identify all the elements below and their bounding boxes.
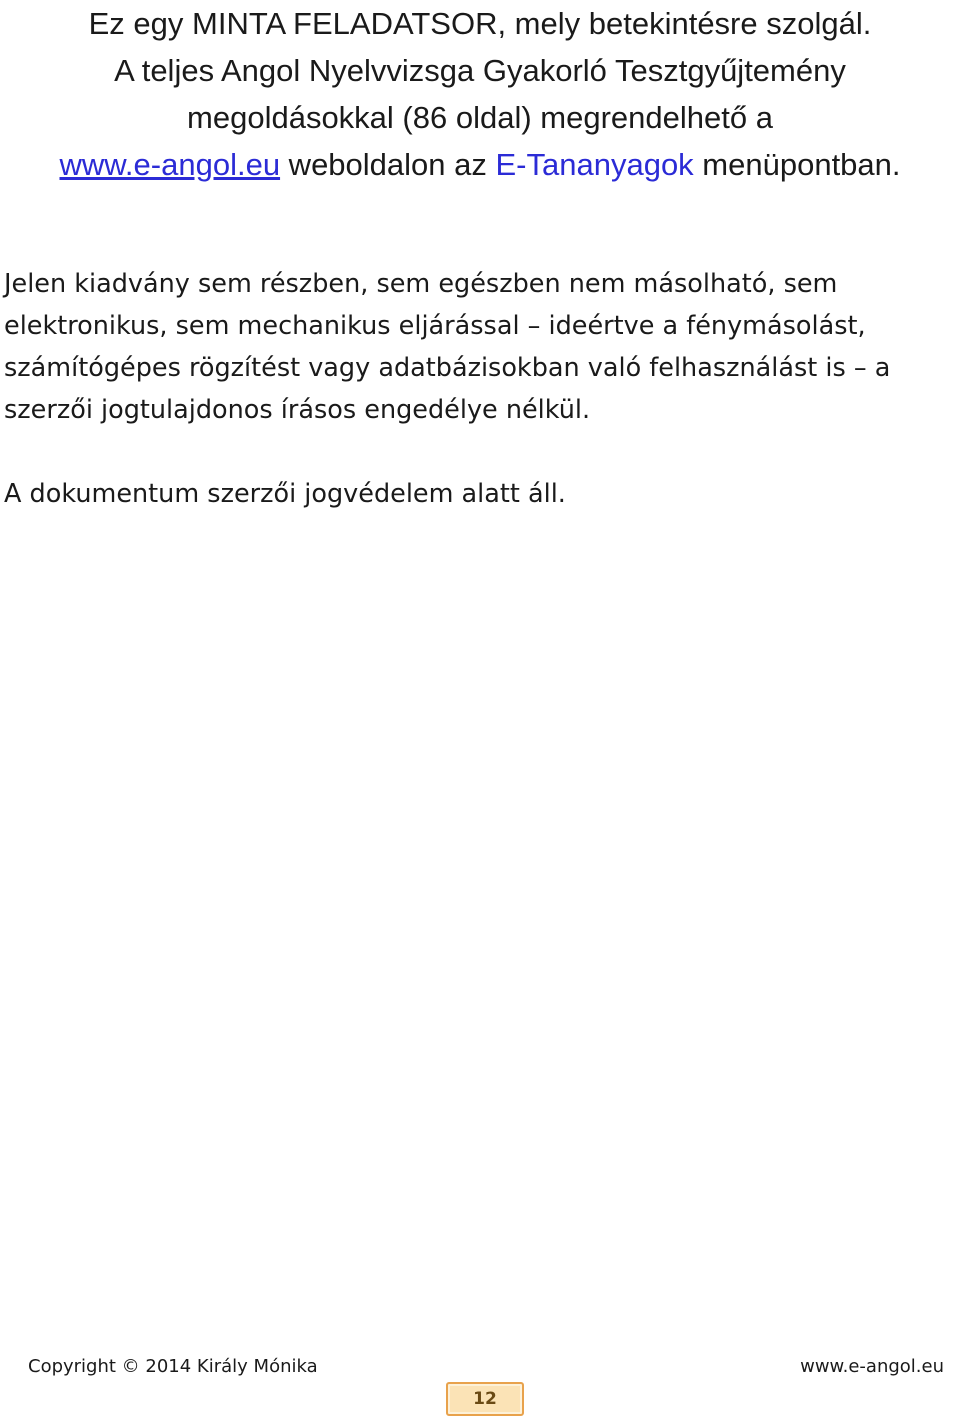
copyright-line-3: számítógépes rögzítést vagy adatbázisokban való felhasználást is – a [4,353,891,383]
notice-end-text: menüpontban. [693,147,901,182]
paragraph-spacer [4,431,956,473]
copyright-line-1: Jelen kiadvány sem részben, sem egészben nem másolható, sem [4,269,838,299]
copyright-paragraph [4,263,956,515]
copyright-line-4: szerzői jogtulajdonos írásos engedélye nélkül. [4,395,591,425]
notice-line-4 [0,141,960,188]
menu-link-e-tananyagok[interactable]: E-Tananyagok [495,147,694,182]
protection-statement: A dokumentum szerzői jogvédelem alatt áll. [4,479,566,509]
notice-line-1: Ez egy MINTA FELADATSOR, mely betekintésre szolgál. [88,6,872,41]
notice-line-3: megoldásokkal (86 oldal) megrendelhető a [187,100,773,135]
website-link[interactable]: www.e-angol.eu [59,147,281,182]
footer-copyright: Copyright © 2014 Király Mónika [28,1356,318,1377]
copyright-line-2: elektronikus, sem mechanikus eljárással – ideértve a fénymásolást, [4,311,866,341]
notice-line-2: A teljes Angol Nyelvvizsga Gyakorló Tesztgyűjtemény [114,53,846,88]
footer-website: www.e-angol.eu [800,1356,944,1377]
notice-mid-text: weboldalon az [280,147,496,182]
sample-notice [0,0,960,188]
page-number-badge: 12 [446,1382,524,1416]
